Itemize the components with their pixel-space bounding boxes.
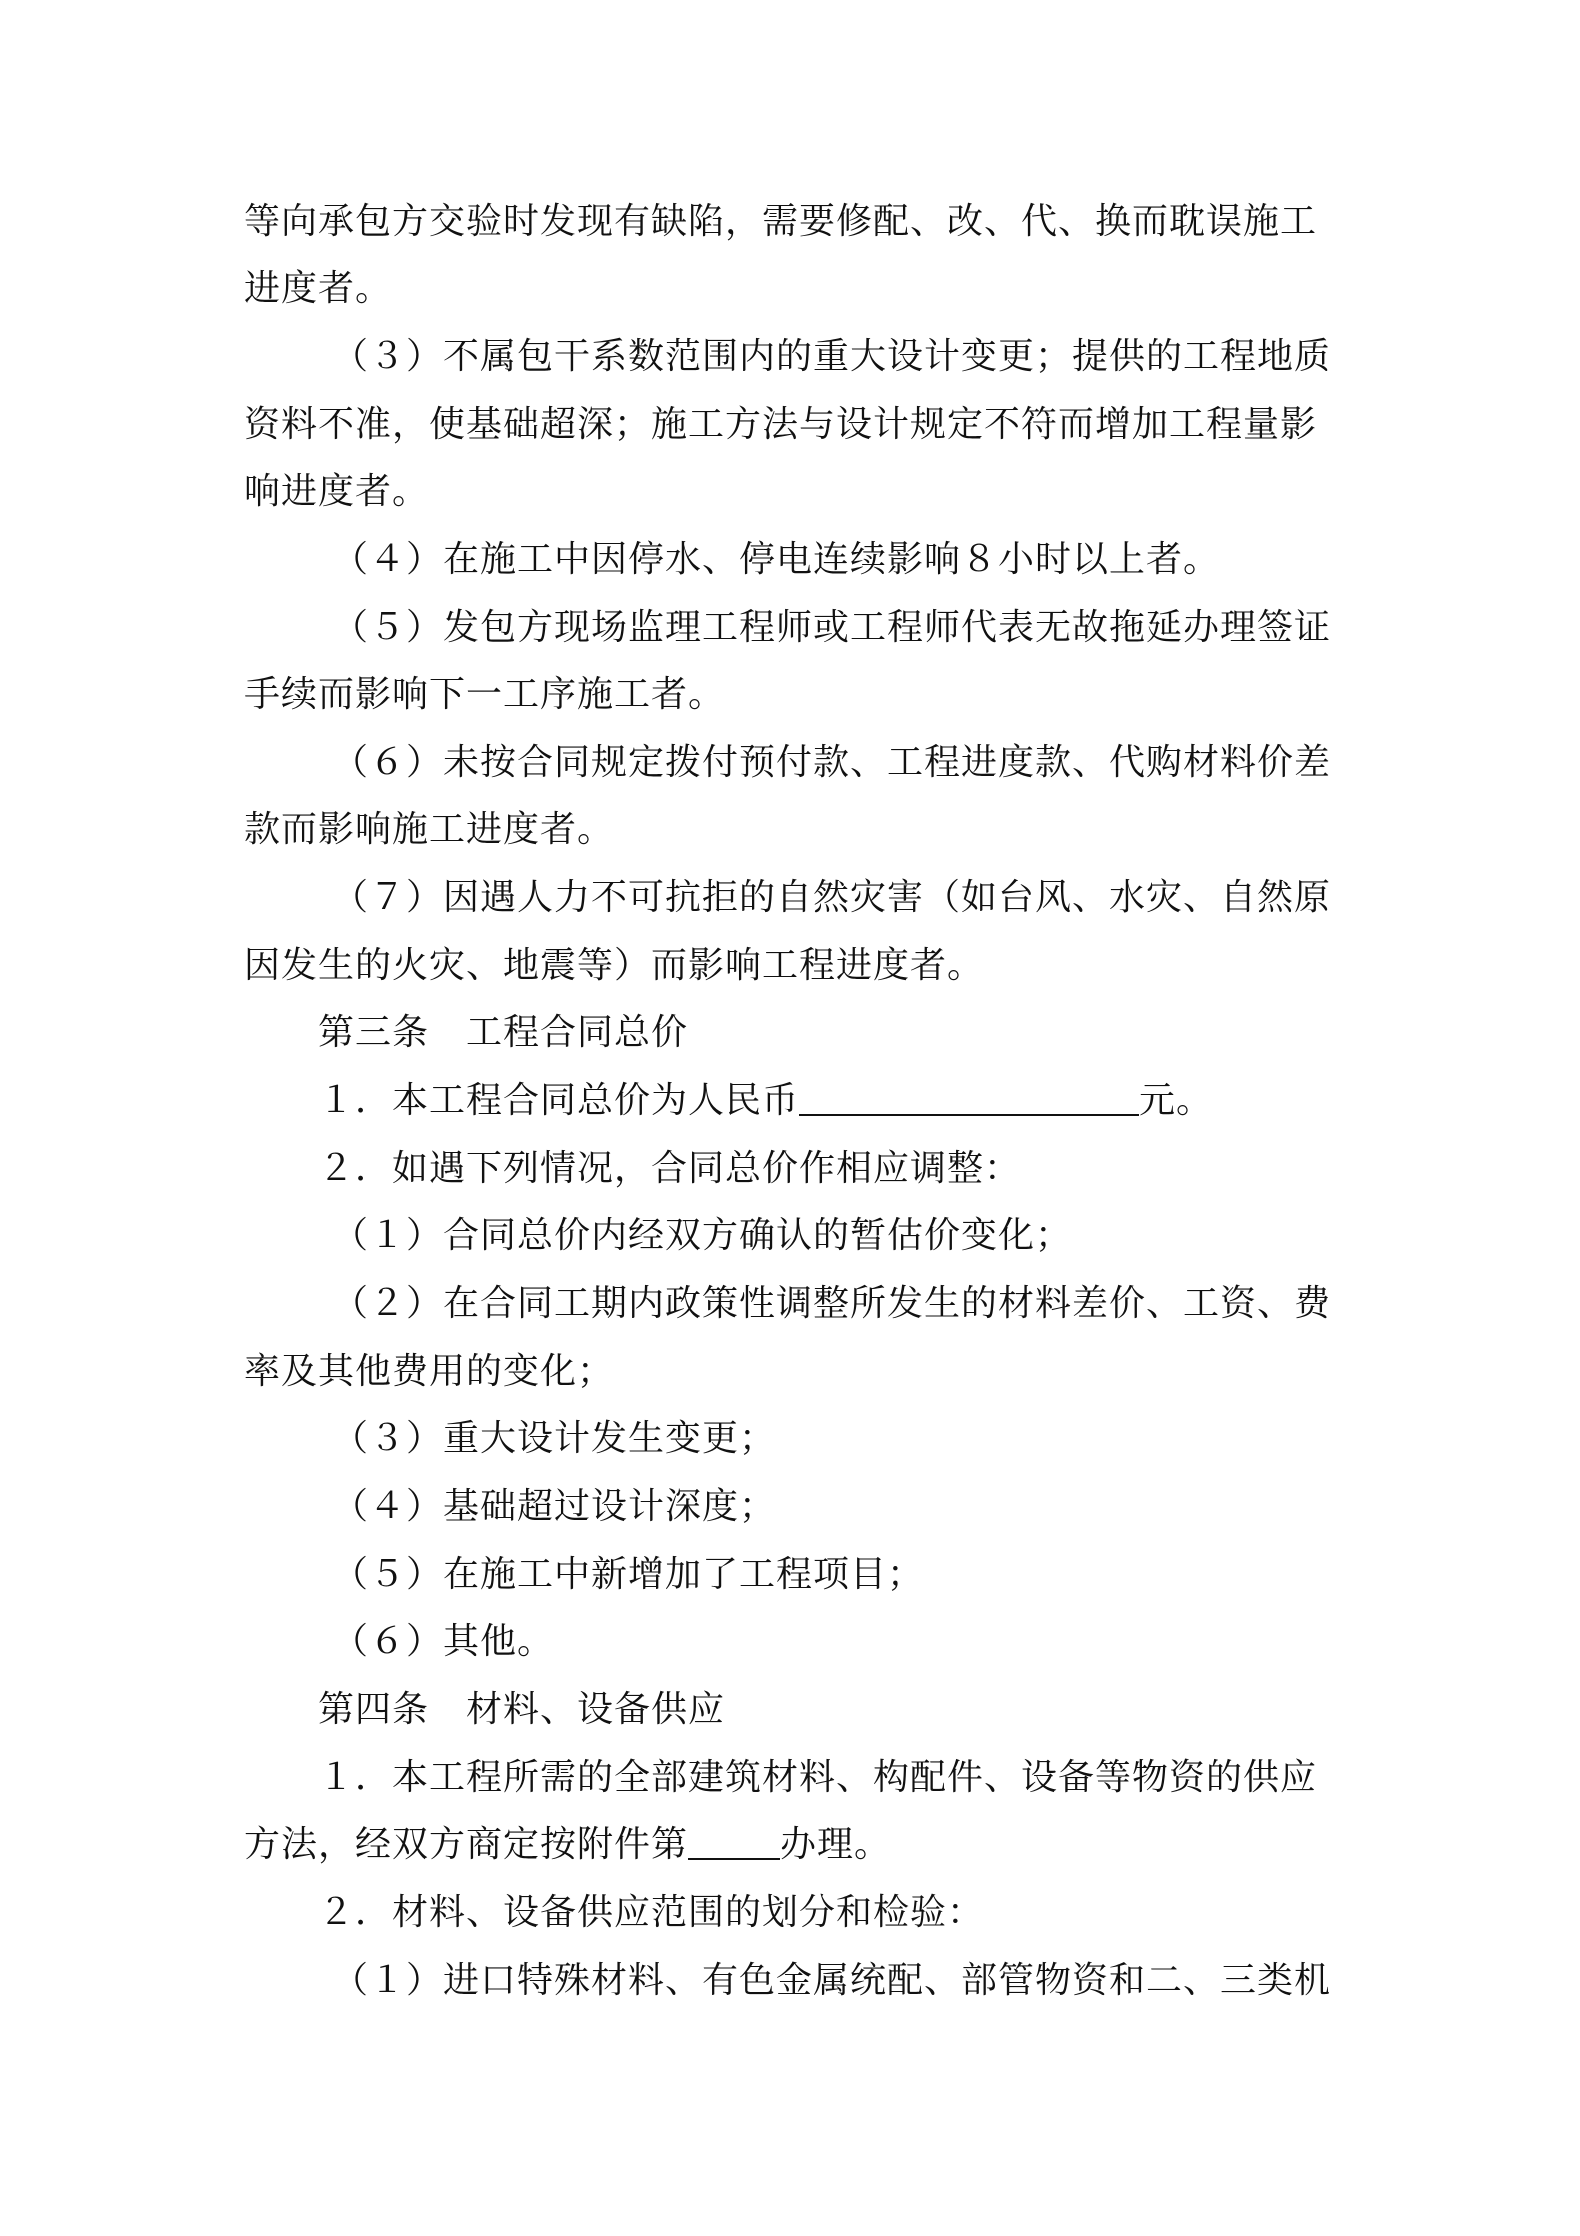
text-line: 手续而影响下一工序施工者。: [244, 674, 726, 715]
text-line: 响进度者。: [244, 471, 430, 512]
article-heading-3: 第三条 工程合同总价: [318, 1012, 689, 1053]
text-line: 进度者。: [244, 268, 393, 309]
list-item-4: （４）在施工中因停水、停电连续影响８小时以上者。: [332, 539, 1221, 580]
text-line: 因发生的火灾、地震等）而影响工程进度者。: [244, 945, 985, 986]
text-line: １．本工程所需的全部建筑材料、构配件、设备等物资的供应: [318, 1757, 1318, 1798]
text-line: 款而影响施工进度者。: [244, 809, 615, 850]
text-line: 等向承包方交验时发现有缺陷，需要修配、改、代、换而耽误施工: [244, 201, 1318, 242]
contract-price-blank[interactable]: [799, 1080, 1139, 1116]
contract-price-line: [318, 1077, 1213, 1125]
list-item-6: （６）其他。: [332, 1621, 555, 1662]
list-item-1: （１）进口特殊材料、有色金属统配、部管物资和二、三类机: [332, 1960, 1332, 2001]
text-line: 率及其他费用的变化；: [244, 1351, 615, 1392]
list-item-2: （２）在合同工期内政策性调整所发生的材料差价、工资、费: [332, 1283, 1332, 1324]
text-line: 资料不准，使基础超深；施工方法与设计规定不符而增加工程量影: [244, 404, 1318, 445]
list-item-5: （５）发包方现场监理工程师或工程师代表无故拖延办理签证: [332, 607, 1332, 648]
attachment-label: 方法，经双方商定按附件第: [244, 1824, 689, 1865]
list-item-5: （５）在施工中新增加了工程项目；: [332, 1554, 925, 1595]
list-item-4: （４）基础超过设计深度；: [332, 1486, 777, 1527]
contract-price-unit: 元。: [1139, 1080, 1214, 1121]
list-item-1: （１）合同总价内经双方确认的暂估价变化；: [332, 1215, 1073, 1256]
list-item-6: （６）未按合同规定拨付预付款、工程进度款、代购材料价差: [332, 742, 1332, 783]
text-line: ２．材料、设备供应范围的划分和检验：: [318, 1892, 985, 1933]
attachment-line: [244, 1821, 891, 1869]
contract-price-label: １．本工程合同总价为人民币: [318, 1080, 800, 1121]
list-item-3: （３）重大设计发生变更；: [332, 1418, 777, 1459]
article-heading-4: 第四条 材料、设备供应: [318, 1689, 726, 1730]
list-item-7: （７）因遇人力不可抗拒的自然灾害（如台风、水灾、自然原: [332, 877, 1332, 918]
text-line: ２．如遇下列情况，合同总价作相应调整：: [318, 1148, 1022, 1189]
list-item-3: （３）不属包干系数范围内的重大设计变更；提供的工程地质: [332, 336, 1332, 377]
attachment-number-blank[interactable]: [688, 1824, 780, 1860]
attachment-suffix: 办理。: [780, 1824, 892, 1865]
